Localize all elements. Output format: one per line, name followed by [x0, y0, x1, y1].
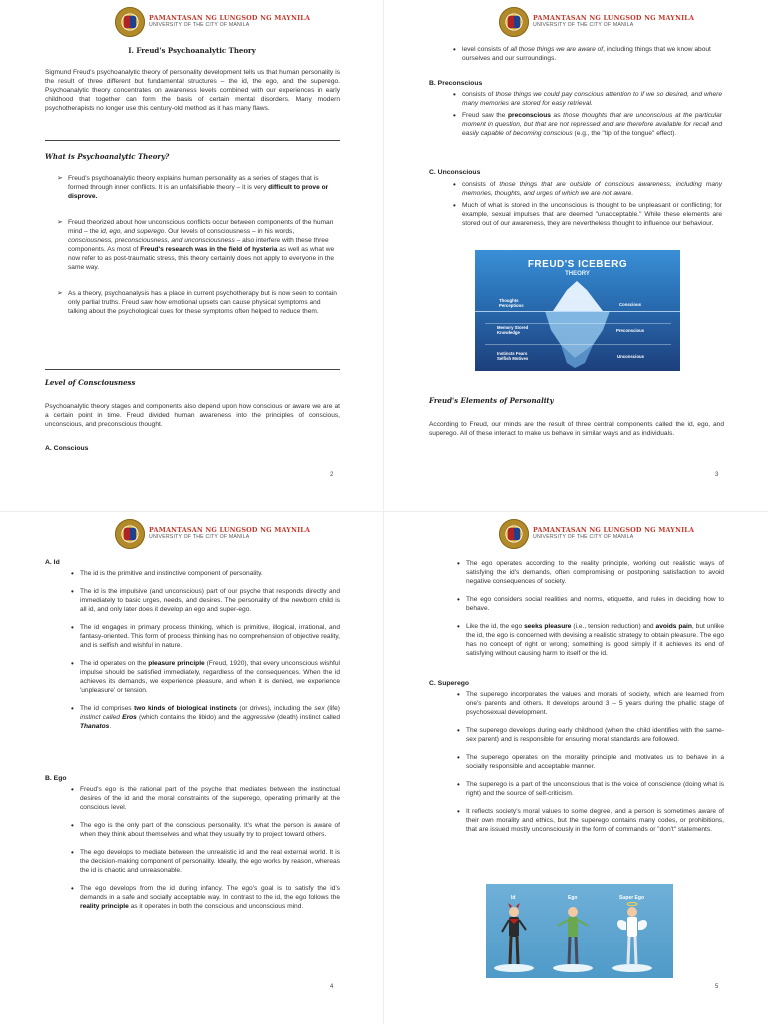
list-item: • The id is the primitive and instinctive component of personality. [71, 569, 263, 578]
page-number: 3 [715, 472, 719, 478]
what-is-list [45, 174, 340, 330]
preconscious-heading: B. Preconscious [429, 80, 483, 87]
what-is-heading: What is Psychoanalytic Theory? [45, 152, 170, 161]
ego-list [68, 785, 340, 911]
list-item: ➢ Freud theorized about how unconscious conflicts occur between components of the human mind – the id, ego, and superego. Our levels of consciousness – in his words, consciousness, preconsciousness, and unconsciousness – also interfere with these three components. As most of Freud's research was in the field of hysteria as well as what we now refer to as post-traumatic stress, this theory certainly does not apply to everyone in the same way. [57, 219, 335, 271]
list-item: • The superego is a part of the unconscious that is the voice of conscience (doing what is right) and the source of self-criticism. [457, 780, 724, 797]
list-item: • The id engages in primary process thinking, which is primitive, illogical, irrational, and fantasy-oriented. This form of process thinking has no comprehension of objective reality, and is selfish and wishful in nature. [71, 623, 340, 649]
iceberg-label-unconscious: Unconscious [617, 354, 644, 359]
iceberg-divider [485, 344, 671, 345]
iceberg-label-memory: Memory Stored Knowledge [497, 325, 529, 335]
iceberg-label-thoughts: Thoughts Perceptions [499, 298, 524, 308]
university-name: PAMANTASAN NG LUNGSOD NG MAYNILA [149, 13, 311, 22]
list-item: • Much of what is stored in the unconscious is thought to be unpleasant or conflicting; for example, sexual impulses that are deemed "unacceptable." While these elements are stored out of our awareness, they are nevertheless thought to influence our behaviour. [453, 201, 722, 227]
list-item: • The ego considers social realities and norms, etiquette, and rules in deciding how to behave. [457, 595, 724, 612]
university-name: PAMANTASAN NG LUNGSOD NG MAYNILA [149, 525, 311, 534]
section-title: I. Freud's Psychoanalytic Theory [128, 46, 256, 55]
conscious-heading: A. Conscious [45, 445, 89, 452]
illustration-label-id: Id [511, 895, 516, 901]
list-item: • The id comprises two kinds of biological instincts (or drives), including the sex (life) instinct called Eros (which contains the libido) and the aggressive (death) instinct called Thanatos. [71, 704, 340, 730]
page-4 [0, 512, 384, 1024]
page-2 [0, 0, 384, 512]
list-item: • level consists of all those things we are aware of, including things that we know about ourselves and our surroundings. [453, 45, 711, 62]
university-subtitle: UNIVERSITY OF THE CITY OF MANILA [149, 534, 250, 541]
university-seal-icon [499, 519, 529, 549]
list-item: ➢ As a theory, psychoanalysis has a place in current psychotherapy but is now seen to contain only partial truths. Freud saw how emotional upsets can cause physical symptoms and talking about the psychological cues for these symptoms often helped to reduce them. [57, 290, 337, 315]
university-header [499, 5, 694, 38]
university-name: PAMANTASAN NG LUNGSOD NG MAYNILA [533, 525, 695, 534]
list-item: • The id is the impulsive (and unconscious) part of our psyche that responds directly and immediately to basic urges, needs, and desires. The personality of the newborn child is all id, and only later does it develop an ego and super-ego. [71, 587, 340, 613]
list-item: • Like the id, the ego seeks pleasure (i.e., tension reduction) and avoids pain, but unlike the id, the ego is concerned with devising a realistic strategy to obtain pleasure. The ego has no concept of right or wrong; something is good simply if it achieves its end of satisfying without causing harm to itself or the id. [457, 622, 724, 657]
illustration-label-ego: Ego [568, 895, 578, 901]
iceberg-label-conscious: Conscious [619, 302, 641, 307]
list-item: • The id operates on the pleasure principle (Freud, 1920), that every unconscious wishful impulse should be satisfied immediately, regardless of the consequences. When the id achieves its demands, we experience pleasure, and when it is denied, we experience 'unpleasure' or tension. [71, 659, 341, 694]
university-subtitle: UNIVERSITY OF THE CITY OF MANILA [533, 22, 634, 29]
university-header [115, 517, 310, 550]
university-subtitle: UNIVERSITY OF THE CITY OF MANILA [149, 22, 250, 29]
water-line [475, 311, 680, 312]
unconscious-heading: C. Unconscious [429, 169, 481, 176]
page-number: 5 [715, 984, 719, 990]
arrow-bullet-icon: ➢ [57, 175, 63, 182]
superego-list [454, 690, 724, 834]
arrow-bullet-icon: ➢ [57, 219, 63, 226]
list-item: • The ego operates according to the reality principle, working out realistic ways of satisfying the id's demands, often compromising or postponing satisfaction to avoid negative consequences of society. [457, 559, 724, 585]
iceberg-subtitle: THEORY [565, 271, 590, 277]
list-item: • The superego incorporates the values and morals of society, which are learned from one's parents and others. It develops around 3 – 5 years during the phallic stage of psychosexual development. [457, 690, 724, 716]
elements-heading: Freud's Elements of Personality [429, 396, 554, 405]
list-item: • The superego develops during early childhood (when the child identifies with the same-sex parent) and is responsible for ensuring moral standards are followed. [457, 726, 724, 743]
level-heading: Level of Consciousness [45, 378, 136, 387]
university-seal-icon [115, 7, 145, 37]
university-name: PAMANTASAN NG LUNGSOD NG MAYNILA [533, 13, 695, 22]
id-list [68, 569, 340, 731]
section-rule [45, 140, 340, 141]
ego-continued-list [454, 559, 724, 658]
id-heading: A. Id [45, 559, 60, 566]
illustration-label-superego: Super Ego [619, 895, 645, 901]
university-header [499, 517, 694, 550]
university-seal-icon [115, 519, 145, 549]
ego-heading: B. Ego [45, 775, 67, 782]
id-ego-superego-illustration [486, 884, 673, 978]
list-item: • The ego is the only part of the conscious personality. It's what the person is aware of when they think about themselves and what they usually try to project toward others. [71, 821, 340, 838]
iceberg-label-instincts: Instincts Fears Selfish Motives [497, 351, 529, 361]
list-item: • consists of those things that are outside of conscious awareness, including many memories, thoughts, and urges of which we are not aware. [453, 180, 722, 197]
list-item: • The ego develops from the id during infancy. The ego's goal is to satisfy the id's demands in a safe and socially acceptable way. In contrast to the id, the ego follows the reality principle as it operates in both the conscious and unconscious mind. [71, 884, 340, 910]
preconscious-list [450, 90, 722, 138]
elements-paragraph: According to Freud, our minds are the result of three central components called the id, ego, and superego. All of these interact to make us behave in similar ways and as individuals. [429, 421, 724, 437]
university-header [115, 5, 310, 38]
iceberg-illustration [475, 250, 680, 371]
level-paragraph: Psychoanalytic theory stages and components also depend upon how conscious or aware we are at a certain point in time. Freud divided human awareness into the principles of conscious, unconscious, and preconscious thought. [45, 403, 340, 428]
iceberg-label-preconscious: Preconscious [616, 328, 645, 333]
university-subtitle: UNIVERSITY OF THE CITY OF MANILA [533, 534, 634, 541]
list-item: • Freud saw the preconscious as those thoughts that are unconscious at the particular moment in question, but that are not repressed and are therefore available for recall and easily capable of becoming conscious (e.g., the "tip of the tongue" effect). [453, 111, 722, 137]
list-item: • It reflects society's moral values to some degree, and a person is sometimes aware of their own morality and ethics, but the superego contains many codes, or prohibitions, that are issued mostly unconsciously in the form of commands or "don't" statements. [457, 807, 724, 833]
arrow-bullet-icon: ➢ [57, 290, 63, 297]
intro-paragraph: Sigmund Freud's psychoanalytic theory of personality development tells us that human personality is the result of three different but fundamental structures – the id, the ego, and the superego. Psychoanalytic theory concentrates on awareness levels combined with our experiences in early childhood that together can form the basis of certain mental disorders. Many modern psychotherapists no longer use this century-old method as it has many flaws. [45, 69, 340, 112]
section-rule [45, 369, 340, 370]
university-seal-icon [499, 7, 529, 37]
list-item: • The superego operates on the morality principle and motivates us to behave in a socially responsible and acceptable manner. [457, 753, 724, 770]
list-item: ➢ Freud's psychoanalytic theory explains human personality as a series of stages that is formed through inner conflicts. It is an unfalsifiable theory – it is very difficult to prove or disprove. [57, 175, 329, 200]
iceberg-divider [485, 323, 671, 324]
unconscious-list [450, 180, 722, 228]
superego-heading: C. Superego [429, 680, 470, 687]
list-item: • The ego develops to mediate between the unrealistic id and the real external world. It is the decision-making component of personality. Ideally, the ego works by reason, whereas the id is chaotic and unreasonable. [71, 848, 340, 874]
list-item: • consists of those things we could pay conscious attention to if we so desired, and where many memories are stored for easy retrieval. [453, 90, 723, 107]
conscious-list [450, 45, 725, 63]
page-number: 2 [330, 472, 334, 478]
iceberg-title: FREUD'S ICEBERG [527, 259, 628, 270]
list-item: • Freud's ego is the rational part of the psyche that mediates between the instinctual desires of the id and the moral constraints of the superego, operating primarily at the conscious level. [71, 785, 340, 811]
figures-icon [486, 884, 673, 978]
page-number: 4 [330, 984, 334, 990]
